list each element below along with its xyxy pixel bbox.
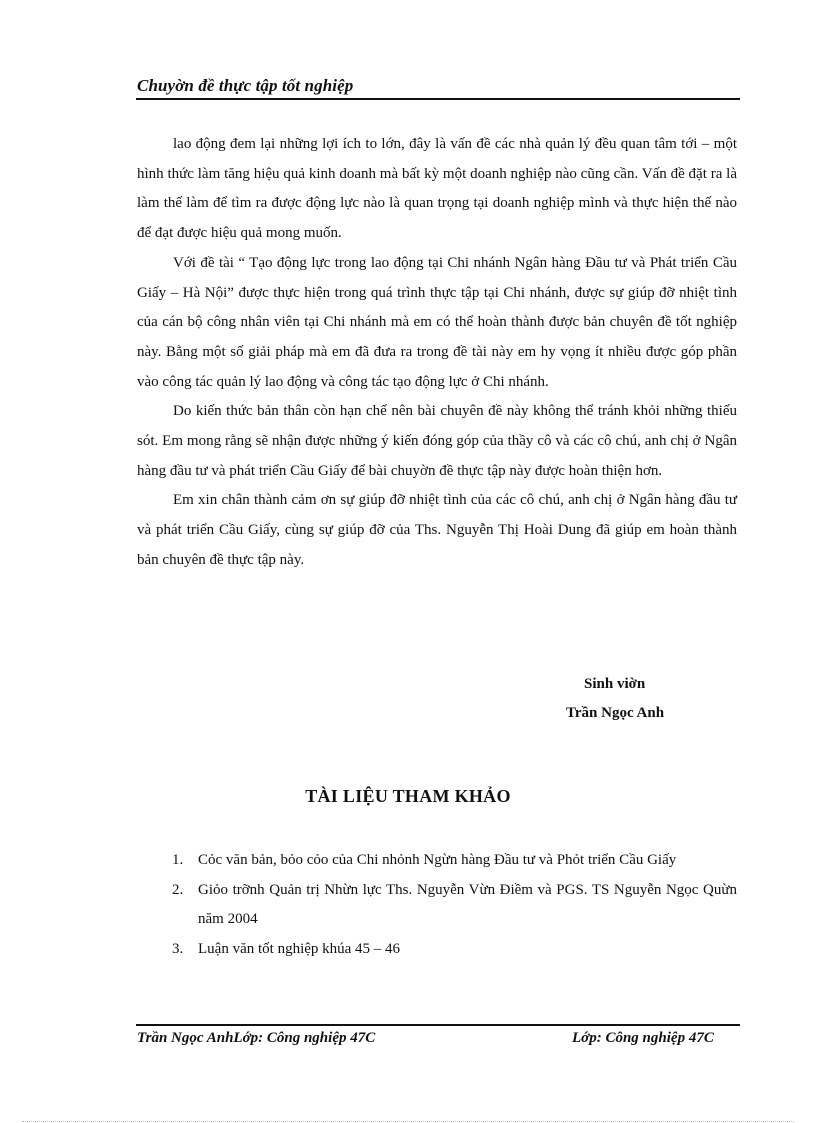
reference-item [172, 935, 737, 965]
reference-text: Cỏc văn bản, bỏo cỏo của Chi nhỏnh Ngừn hàng Đầu tư và Phỏt triển Cầu Giấy [198, 852, 677, 868]
header-divider [136, 98, 740, 100]
footer-right-text: Lớp: Công nghiệp 47C [572, 1030, 714, 1046]
reference-text: Giỏo trỡnh Quản trị Nhừn lực Ths. Nguyễn Vừn Điềm và PGS. TS Nguyễn Ngọc Quừn năm 2004 [198, 881, 737, 927]
signature-role: Sinh viờn [584, 676, 646, 692]
reference-number: 3. [172, 940, 184, 957]
body-text [137, 130, 737, 576]
page-edge-divider [22, 1121, 794, 1122]
footer-left-text: Trần Ngọc AnhLớp: Công nghiệp 47C [137, 1030, 376, 1046]
footer-divider [136, 1024, 740, 1026]
reference-text: Luận văn tốt nghiệp khúa 45 – 46 [198, 940, 401, 957]
reference-item [172, 846, 737, 876]
body-paragraph-2: Với đề tài “ Tạo động lực trong lao động tại Chi nhánh Ngân hàng Đầu tư và Phát triển Cầu Giấy – Hà Nội” được thực hiện trong quá trình thực tập tại Chi nhánh, được sự giúp đỡ nhiệt tình của cán bộ công nhân viên tại Chi nhánh mà em có thể hoàn thành được bản chuyên đề tốt nghiệp này. Bằng một số giải pháp mà em đã đưa ra trong đề tài này em hy vọng ít nhiều được góp phần vào công tác quản lý lao động và công tác tạo động lực ở Chi nhánh. [137, 254, 737, 390]
reference-number: 2. [172, 881, 184, 898]
references-list [172, 846, 737, 964]
body-paragraph-1: lao động đem lại những lợi ích to lớn, đây là vấn đề các nhà quản lý đều quan tâm tới – một hình thức làm tăng hiệu quả kinh doanh mà bất kỳ một doanh nghiệp nào cũng cần. Vấn đề đặt ra là làm thế làm để tìm ra được động lực nào là quan trọng tại doanh nghiệp mình và thực hiện thế nào để đạt được hiệu quả mong muốn. [137, 136, 737, 242]
signature-block [566, 670, 664, 728]
page-header-title: Chuyờn đề thực tập tốt nghiệp [137, 76, 354, 95]
reference-number: 1. [172, 852, 184, 868]
signature-name: Trần Ngọc Anh [566, 705, 665, 721]
body-paragraph-3: Do kiến thức bản thân còn hạn chế nên bài chuyên đề này không thể tránh khỏi những thiếu sót. Em mong rằng sẽ nhận được những ý kiến đóng góp của thầy cô và các cô chú, anh chị ở Ngân hàng đầu tư và phát triển Cầu Giấy để bài chuyờn đề thực tập này được hoàn thiện hơn. [137, 403, 737, 479]
reference-item [172, 876, 737, 935]
body-paragraph-4: Em xin chân thành cảm ơn sự giúp đỡ nhiệt tình của các cô chú, anh chị ở Ngân hàng đầu tư và phát triển Cầu Giấy, cùng sự giúp đỡ của Ths. Nguyễn Thị Hoài Dung đã giúp em hoàn thành bản chuyên đề thực tập này. [137, 492, 737, 568]
references-title: TÀI LIỆU THAM KHẢO [305, 786, 511, 806]
